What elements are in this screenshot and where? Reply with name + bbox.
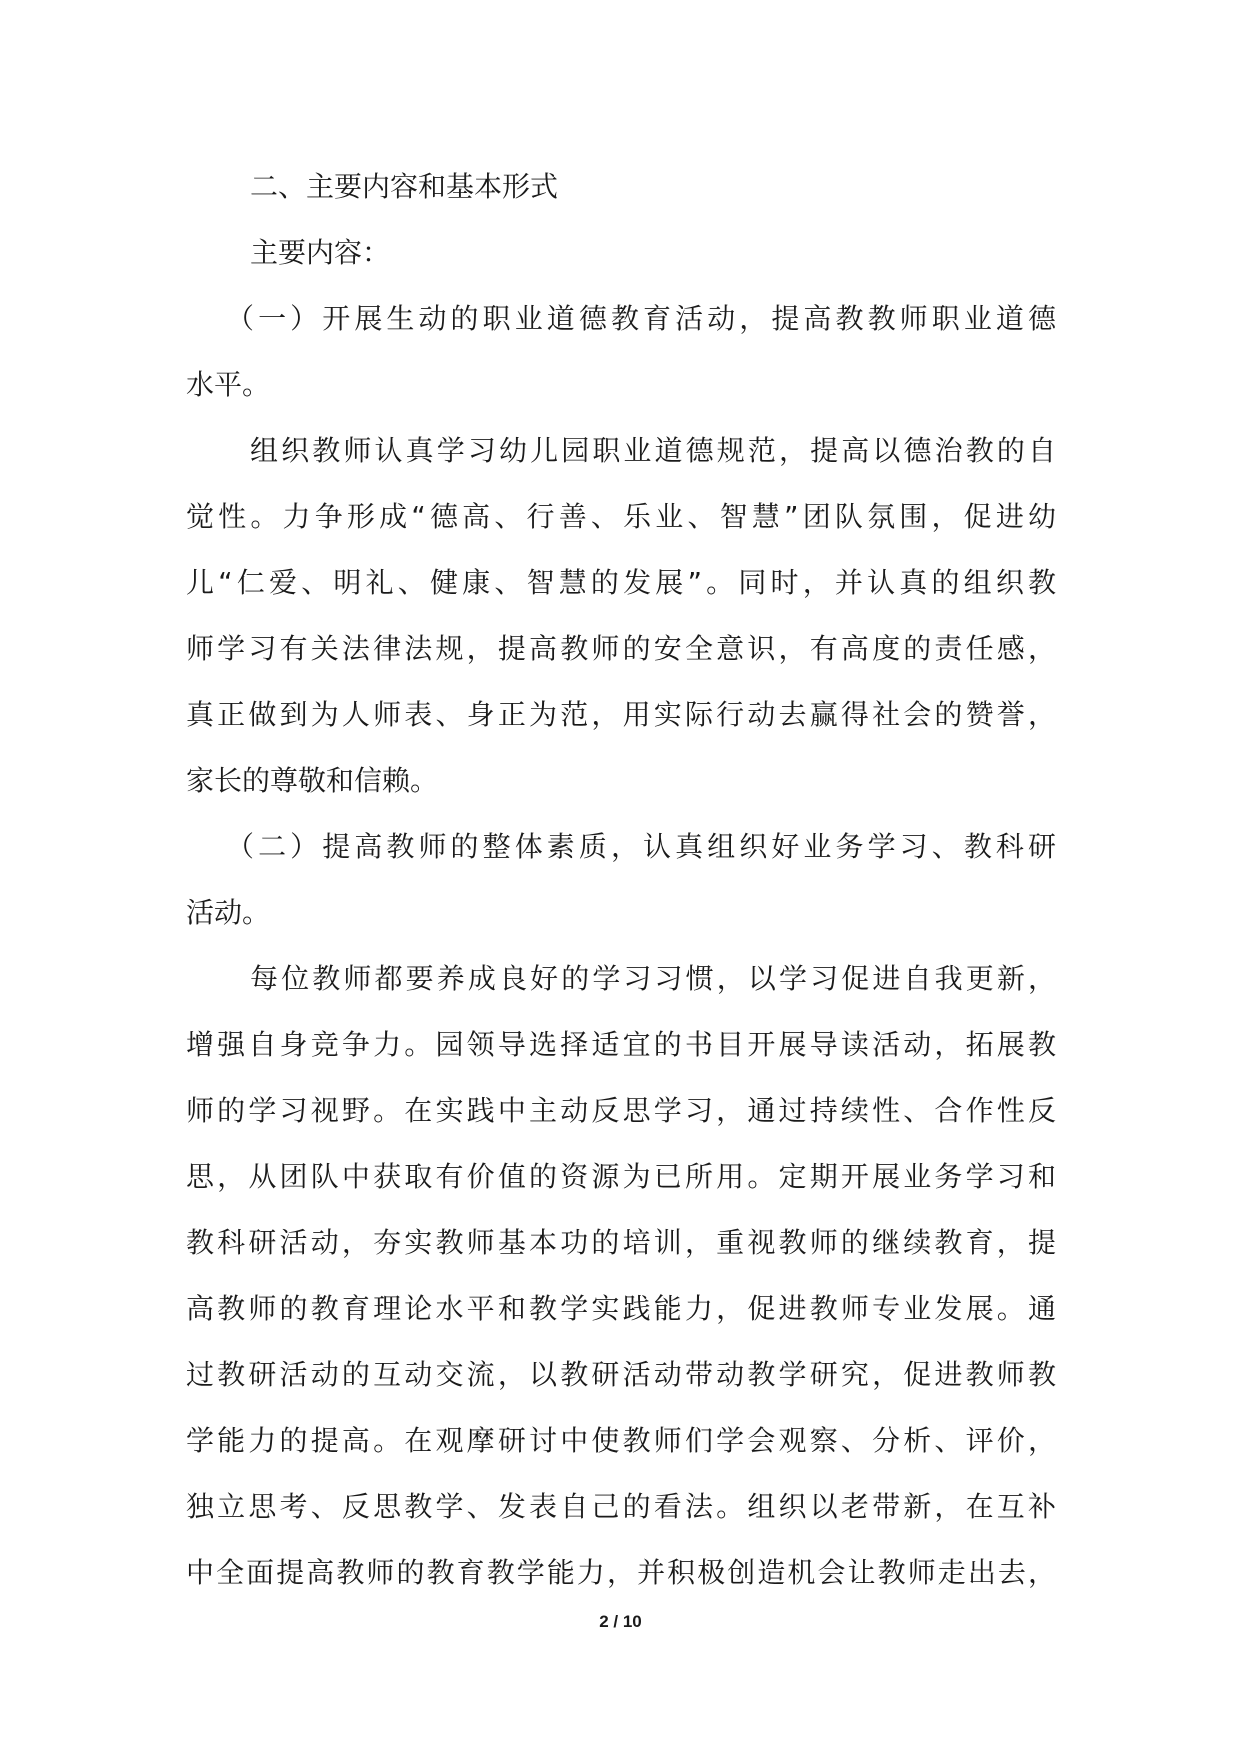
paragraph-line: 师的学习视野。在实践中主动反思学习，通过持续性、合作性反 <box>186 1094 1056 1127</box>
paragraph-line: 教科研活动，夯实教师基本功的培训，重视教师的继续教育，提 <box>186 1226 1056 1259</box>
paragraph-line: 增强自身竞争力。园领导选择适宜的书目开展导读活动，拓展教 <box>186 1028 1056 1061</box>
paragraph-line: 儿“仁爱、明礼、健康、智慧的发展”。同时，并认真的组织教 <box>186 566 1056 599</box>
paragraph-line: 学能力的提高。在观摩研讨中使教师们学会观察、分析、评价， <box>186 1424 1056 1457</box>
paragraph-line: 每位教师都要养成良好的学习习惯，以学习促进自我更新， <box>250 962 1056 995</box>
item-two-heading-line-end: 活动。 <box>186 896 271 929</box>
paragraph-line: 过教研活动的互动交流，以教研活动带动教学研究，促进教师教 <box>186 1358 1056 1391</box>
paragraph-line: 真正做到为人师表、身正为范，用实际行动去赢得社会的赞誉， <box>186 698 1056 731</box>
paragraph-line: 独立思考、反思教学、发表自己的看法。组织以老带新，在互补 <box>186 1490 1056 1523</box>
paragraph-line: 觉性。力争形成“德高、行善、乐业、智慧”团队氛围，促进幼 <box>186 500 1056 533</box>
item-one-heading-line: （一）开展生动的职业道德教育活动，提高教教师职业道德 <box>226 302 1056 335</box>
item-two-heading-line: （二）提高教师的整体素质，认真组织好业务学习、教科研 <box>226 830 1056 863</box>
paragraph-line: 高教师的教育理论水平和教学实践能力，促进教师专业发展。通 <box>186 1292 1056 1325</box>
item-one-heading-line-end: 水平。 <box>186 368 271 401</box>
paragraph-line: 中全面提高教师的教育教学能力，并积极创造机会让教师走出去， <box>186 1556 1056 1589</box>
paragraph-line: 组织教师认真学习幼儿园职业道德规范，提高以德治教的自 <box>250 434 1056 467</box>
page-number: 2 / 10 <box>599 1612 642 1631</box>
subsection-label: 主要内容： <box>250 236 391 269</box>
section-heading: 二、主要内容和基本形式 <box>250 170 559 203</box>
paragraph-line-end: 家长的尊敬和信赖。 <box>186 764 439 797</box>
paragraph-line: 思，从团队中获取有价值的资源为已所用。定期开展业务学习和 <box>186 1160 1056 1193</box>
document-body <box>186 154 1056 1606</box>
paragraph-line: 师学习有关法律法规，提高教师的安全意识，有高度的责任感， <box>186 632 1056 665</box>
